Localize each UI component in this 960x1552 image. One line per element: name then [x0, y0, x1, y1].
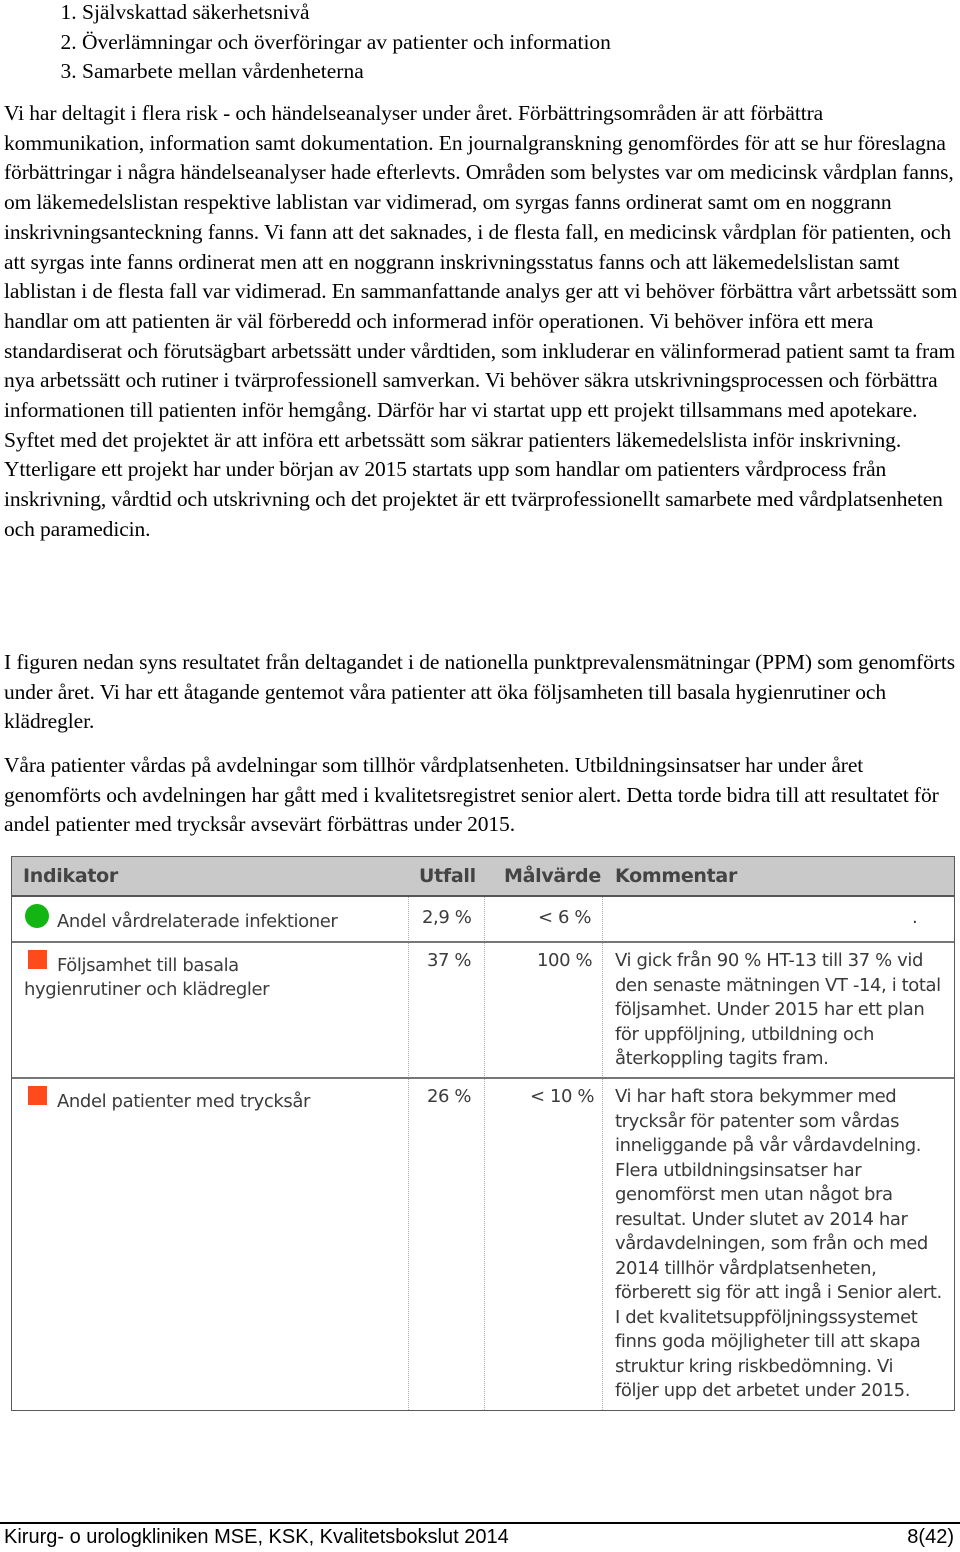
row3-malvarde: < 10 %	[530, 1086, 595, 1107]
comment-line: den senaste mätningen VT -14, i total	[615, 974, 941, 996]
row-divider	[12, 1077, 954, 1079]
comment-line: struktur kring riskbedömning. Vi	[615, 1355, 894, 1377]
row2-kommentar	[615, 949, 950, 1072]
comment-line: genomförst men utan något bra	[615, 1184, 893, 1205]
numbered-list	[42, 0, 611, 87]
comment-line: Vi har haft stora bekymmer med	[615, 1086, 897, 1107]
row1-malvarde: < 6 %	[538, 907, 592, 928]
header-utfall: Utfall	[419, 865, 476, 887]
page-footer	[4, 1526, 954, 1549]
row1-kommentar: .	[912, 907, 918, 928]
row2-indikator-line2: hygienrutiner och klädregler	[24, 979, 270, 1000]
list-item: 1. Självskattad säkerhetsnivå	[82, 0, 611, 28]
row1-indikator: Andel vårdrelaterade infektioner	[57, 911, 338, 932]
comment-line: inneliggande på vår vårdavdelning.	[615, 1135, 922, 1156]
header-indikator: Indikator	[23, 865, 118, 887]
list-item: 3. Samarbete mellan vårdenheterna	[82, 57, 611, 87]
comment-line: Flera utbildningsinsatser har	[615, 1159, 862, 1181]
row1-utfall: 2,9 %	[422, 907, 472, 928]
comment-line: I det kvalitetsuppföljningssystemet	[615, 1306, 918, 1328]
header-malvarde: Målvärde	[504, 865, 601, 887]
status-red-icon	[28, 950, 47, 969]
comment-line: för uppföljning, utbildning och	[615, 1023, 874, 1045]
row3-utfall: 26 %	[427, 1086, 472, 1107]
comment-line: resultat. Under slutet av 2014 har	[615, 1208, 908, 1230]
indicator-table	[11, 856, 955, 1411]
list-item: 2. Överlämningar och överföringar av patienter och information	[82, 28, 611, 58]
column-divider	[408, 897, 410, 1410]
comment-line: vårdavdelningen, som från och med	[615, 1233, 928, 1254]
header-kommentar: Kommentar	[615, 865, 738, 887]
paragraph-care: Våra patienter vårdas på avdelningar som tillhör vårdplatsenheten. Utbildningsinsatser har under året genomförts och avdelningen har gått med i kvalitetsregistret senior alert. Detta torde bidra till att resultatet för andel patienter med trycksår avsevärt förbättras under 2015.	[4, 753, 939, 837]
comment-line: återkoppling tagits fram.	[615, 1048, 829, 1069]
row2-indikator-line1: Följsamhet till basala	[57, 955, 239, 976]
comment-line: trycksår för patenter som vårdas	[615, 1110, 900, 1132]
row2-malvarde: 100 %	[537, 950, 593, 971]
comment-line: förberett sig för att ingå i Senior alert.	[615, 1282, 942, 1303]
row2-utfall: 37 %	[427, 950, 472, 971]
paragraph-analysis: Vi har deltagit i flera risk - och händelseanalyser under året. Förbättringsområden är att förbättra kommunikation, information samt dokumentation. En journalgranskning genomfördes för att se hur föreslagna förbättringar i några händelseanalyser hade efterlevts. Områden som belystes var om medicinsk vårdplan fanns, om läkemedelslistan respektive lablistan var vidimerad, om syrgas fanns ordinerat samt om en noggrann inskrivningsanteckning fanns. Vi fann att det saknades, i de flesta fall, en medicinsk vårdplan för patienten, och att syrgas inte fanns ordinerat men att en noggrann inskrivningsstatus fanns och att läkemedelslistan samt lablistan i de flesta fall var vidimerad. En sammanfattande analys ger att vi behöver förbättra vårt arbetssätt som handlar om att patienten är väl förberedd och informerad inför operationen. Vi behöver införa ett mera standardiserat och förutsägbart arbetssätt under vårdtiden, som inkluderar en välinformerad patient samt ta fram nya arbetssätt och rutiner i tvärprofessionell samverkan. Vi behöver säkra utskrivningsprocessen och förbättra informationen till patienten inför hemgång. Därför har vi startat upp ett projekt tillsammans med apotekare. Syftet med det projektet är att införa ett arbetssätt som säkrar patienters läkemedelslista inför inskrivning. Ytterligare ett projekt har under början av 2015 startats upp som handlar om patienters vårdprocess från inskrivning, vårdtid och utskrivning och det projektet är ett tvärprofessionellt samarbete med vårdplatsenheten och paramedicin.	[4, 101, 958, 541]
column-divider	[602, 897, 604, 1410]
column-divider	[484, 897, 486, 1410]
comment-line: följsamhet. Under 2015 har ett plan	[615, 999, 925, 1020]
comment-line: finns goda möjligheter till att skapa	[615, 1331, 921, 1352]
table-header	[12, 857, 954, 897]
comment-line: 2014 tillhör vårdplatsenheten,	[615, 1257, 877, 1279]
page-number: 8(42)	[907, 1526, 954, 1548]
status-red-icon	[28, 1086, 47, 1105]
comment-line: Vi gick från 90 % HT-13 till 37 % vid	[615, 950, 923, 971]
paragraph-ppm: I figuren nedan syns resultatet från deltagandet i de nationella punktprevalensmätningar (PPM) som genomförts under året. Vi har ett åtagande gentemot våra patienter att öka följsamheten till basala hygienrutiner och klädregler.	[4, 650, 955, 734]
comment-line: följer upp det arbetet under 2015.	[615, 1380, 911, 1401]
footer-divider	[0, 1522, 960, 1524]
row3-kommentar	[615, 1085, 950, 1404]
status-green-icon	[25, 904, 49, 928]
footer-title: Kirurg- o urologkliniken MSE, KSK, Kvalitetsbokslut 2014	[4, 1526, 509, 1548]
row3-indikator: Andel patienter med trycksår	[57, 1091, 310, 1112]
row-divider	[12, 941, 954, 943]
